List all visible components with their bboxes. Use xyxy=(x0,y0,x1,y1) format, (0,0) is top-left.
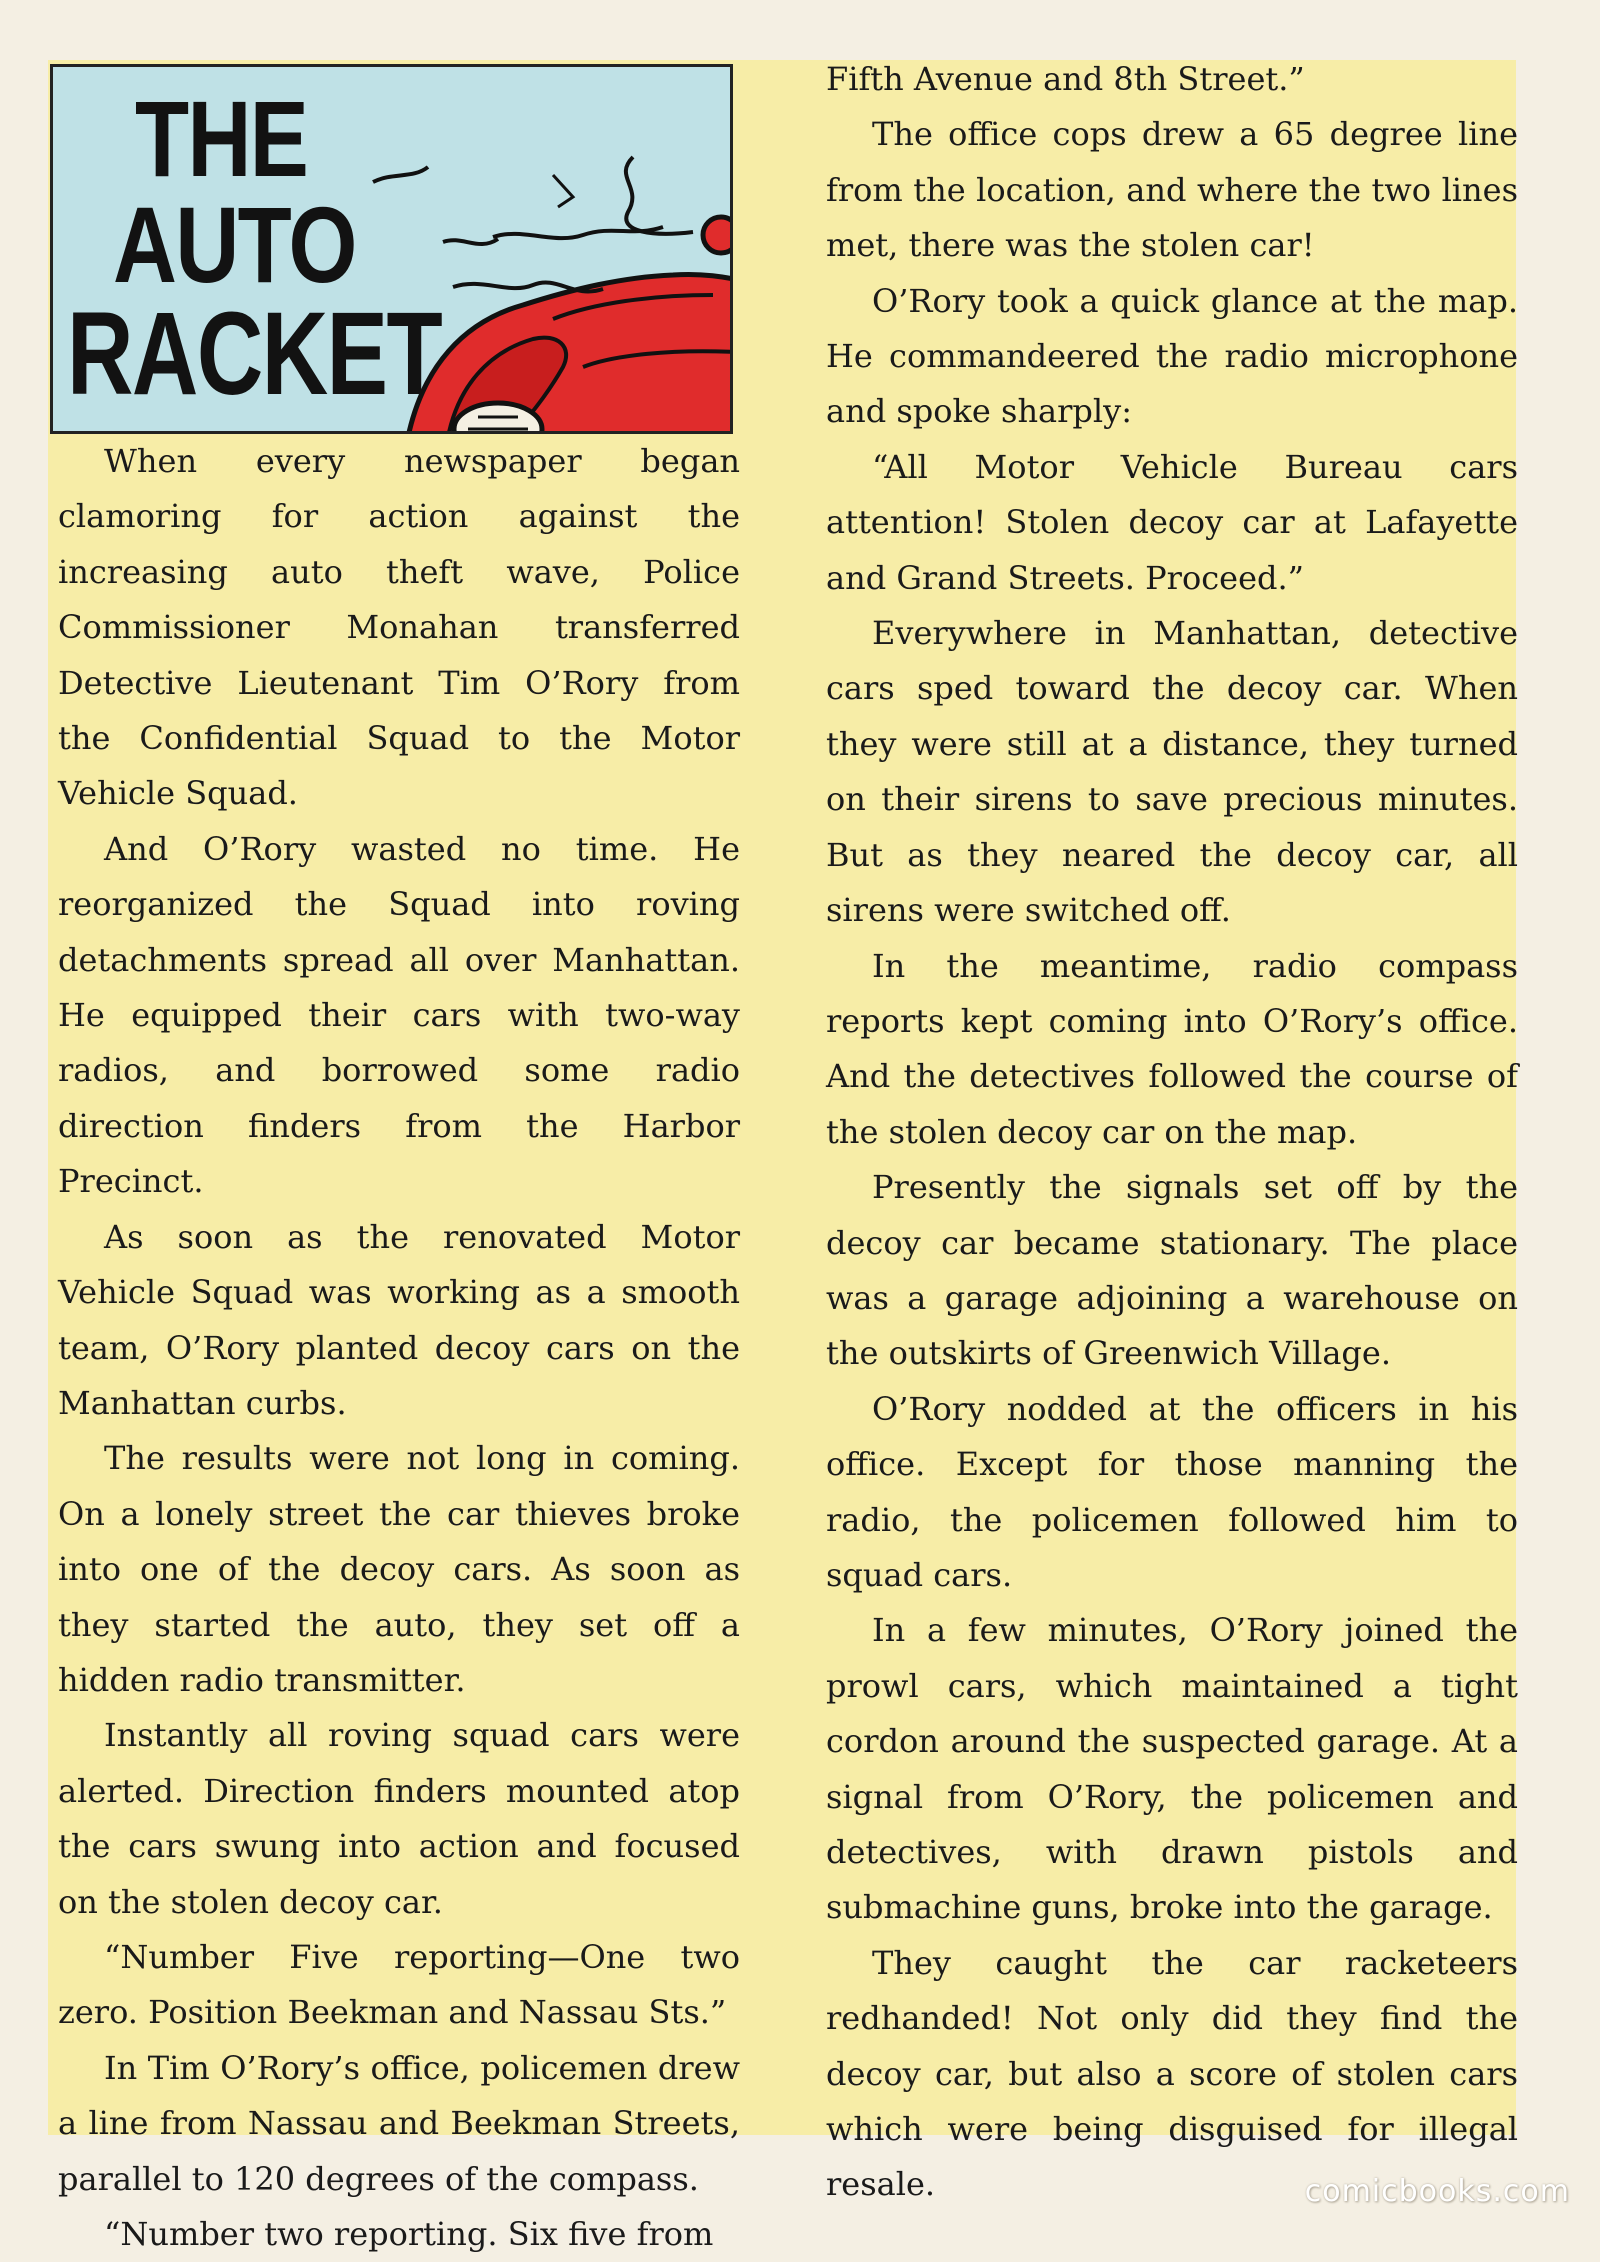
paragraph: “Number Five reporting—One two zero. Position Beekman and Nassau Sts.” xyxy=(58,1937,740,2032)
paragraph: O’Rory took a quick glance at the map. He commandeered the radio microphone and spoke sharply: xyxy=(826,281,1518,431)
story-title xyxy=(65,78,547,420)
paragraph: And O’Rory wasted no time. He reorganized the Squad into roving detachments spread all over Manhattan. He equipped their cars with two-way radios, and borrowed some radio direction finders from the Harbor Precinct. xyxy=(58,829,740,1201)
paragraph: “Number two reporting. Six five from xyxy=(104,2215,714,2253)
paragraph: Presently the signals set off by the decoy car became stationary. The place was a garage adjoining a warehouse on the outskirts of Greenwich Village. xyxy=(826,1168,1518,1373)
paragraph: “All Motor Vehicle Bureau cars attention! Stolen decoy car at Lafayette and Grand Streets. Proceed.” xyxy=(826,447,1518,597)
paragraph: The results were not long in coming. On a lonely street the car thieves broke into one of the decoy cars. As soon as they started the auto, they set off a hidden radio transmitter. xyxy=(58,1439,740,1699)
left-text-column xyxy=(58,434,740,2262)
paragraph: Fifth Avenue and 8th Street.” xyxy=(826,60,1305,98)
title-illustration-panel xyxy=(50,64,733,434)
paragraph: In a few minutes, O’Rory joined the prowl cars, which maintained a tight cordon around the suspected garage. At a signal from O’Rory, the policemen and detectives, with drawn pistols and submachine guns, broke into the garage. xyxy=(826,1611,1518,1927)
paragraph: They caught the car racketeers redhanded! Not only did they find the decoy car, but also a score of stolen cars which were being disguised for illegal resale. xyxy=(826,1943,1518,2204)
right-text-column xyxy=(826,52,1518,2213)
title-line-1: THE xyxy=(135,78,308,199)
paragraph: In Tim O’Rory’s office, policemen drew a line from Nassau and Beekman Streets, parallel to 120 degrees of the compass. xyxy=(58,2048,740,2198)
paragraph: O’Rory nodded at the officers in his office. Except for those manning the radio, the policemen followed him to squad cars. xyxy=(826,1389,1518,1594)
paragraph: Instantly all roving squad cars were alerted. Direction finders mounted atop the cars swung into action and focused on the stolen decoy car. xyxy=(58,1716,740,1921)
title-line-2: AUTO xyxy=(113,184,356,305)
paragraph: The office cops drew a 65 degree line from the location, and where the two lines met, there was the stolen car! xyxy=(826,115,1518,265)
paragraph: As soon as the renovated Motor Vehicle Squad was working as a smooth team, O’Rory planted decoy cars on the Manhattan curbs. xyxy=(58,1217,740,1422)
paragraph: Everywhere in Manhattan, detective cars sped toward the decoy car. When they were still at a distance, they turned on their sirens to save precious minutes. But as they neared the decoy car, all sirens were switched off. xyxy=(826,614,1518,930)
title-line-3: RACKET xyxy=(67,288,442,420)
paragraph: In the meantime, radio compass reports kept coming into O’Rory’s office. And the detectives followed the course of the stolen decoy car on the map. xyxy=(826,946,1518,1151)
paragraph: When every newspaper began clamoring for action against the increasing auto theft wave, Police Commissioner Monahan transferred Detective Lieutenant Tim O’Rory from the Confidential Squad to the Motor Vehicle Squad. xyxy=(58,442,740,813)
site-watermark: comicbooks.com xyxy=(1304,2174,1570,2209)
